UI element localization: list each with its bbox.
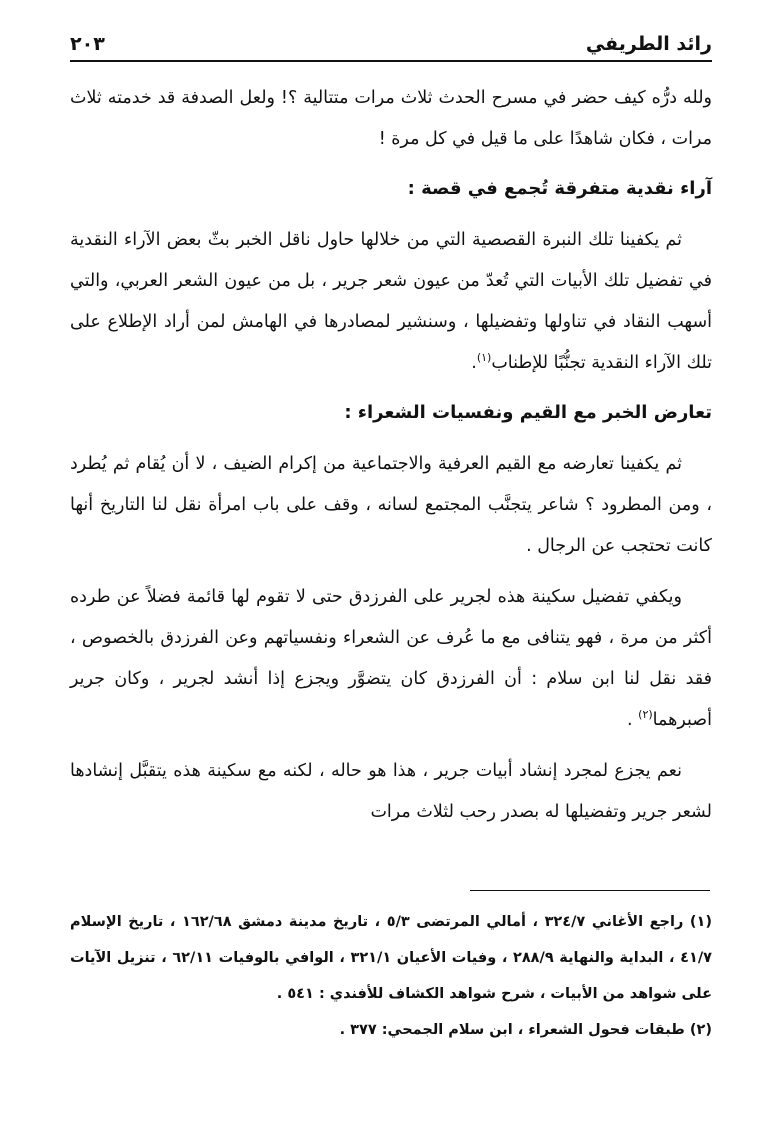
paragraph-1: ولله درُّه كيف حضر في مسرح الحدث ثلاث مرات متتالية ؟! ولعل الصدفة قد خدمته ثلاث مرات ، فكان شاهدًا على ما قيل في كل مرة ! bbox=[70, 88, 712, 149]
footnote-1: (١) راجع الأغاني ٣٢٤/٧ ، أمالي المرتضى ٥/٣ ، تاريخ مدينة دمشق ١٦٢/٦٨ ، تاريخ الإسلام ٤١/٧ ، البداية والنهاية ٢٨٨/٩ ، وفيات الأعيان ٣٢١/١ ، الوافي بالوفيات ٦٢/١١ ، تنزيل الآيات على شواهد من الأبيات ، شرح شواهد الكشاف للأفندي : ٥٤١ . bbox=[70, 914, 712, 1002]
footnote-ref-2[interactable]: (٢) bbox=[638, 708, 653, 722]
paragraph-2-text: ثم يكفينا تلك النبرة القصصية التي من خلالها حاول ناقل الخبر بثّ بعض الآراء النقدية في تفضيل تلك الأبيات التي تُعدّ من عيون شعر جرير ، بل من عيون الشعر العربي، والتي أسهب النقاد في تناولها وتفضيلها ، وسنشير لمصادرها في الهامش لمن أراد الإطلاع على تلك الآراء النقدية تجنُّبًا للإطناب bbox=[70, 230, 712, 373]
paragraph-3: ثم يكفينا تعارضه مع القيم العرفية والاجتماعية من إكرام الضيف ، لا أن يُقام ثم يُطرد ، ومن المطرود ؟ شاعر يتجنَّب المجتمع لسانه ، وقف على باب امرأة نقل لنا التاريخ أنها كانت تحتجب عن الرجال . bbox=[70, 454, 712, 556]
paragraph-5: نعم يجزع لمجرد إنشاد أبيات جرير ، هذا هو حاله ، لكنه مع سكينة هذه يتقبَّل إنشادها لشعر جرير وتفضيلها له بصدر رحب لثلاث مرات bbox=[70, 761, 712, 822]
paragraph-4-text: ويكفي تفضيل سكينة هذه لجرير على الفرزدق حتى لا تقوم لها قائمة فضلاً عن طرده أكثر من مرة ، فهو يتنافى مع ما عُرف عن الشعراء ونفسياتهم وعن الفرزدق بالخصوص ، فقد نقل لنا ابن سلام : أن الفرزدق كان يتضوَّر ويجزع إذا أنشد لجرير ، وكان جرير أصبرهما bbox=[70, 587, 712, 730]
footnote-ref-1[interactable]: (١) bbox=[476, 351, 492, 365]
page-header bbox=[70, 28, 712, 62]
paragraph-4 bbox=[70, 577, 712, 741]
page-number: ٢٠٣ bbox=[70, 33, 105, 55]
section-heading-2: تعارض الخبر مع القيم ونفسيات الشعراء : bbox=[344, 402, 712, 423]
footnote-2: (٢) طبقات فحول الشعراء ، ابن سلام الجمحي: ٣٧٧ . bbox=[339, 1022, 712, 1038]
footnote-separator bbox=[470, 890, 710, 891]
paragraph-2-end: . bbox=[471, 353, 477, 373]
footnotes bbox=[70, 904, 712, 1048]
main-text bbox=[70, 78, 712, 843]
paragraph-4-end: . bbox=[627, 710, 639, 730]
paragraph-2 bbox=[70, 220, 712, 384]
section-heading-1: آراء نقدية متفرقة تُجمع في قصة : bbox=[407, 178, 712, 199]
running-title: رائد الطريفي bbox=[585, 33, 712, 55]
